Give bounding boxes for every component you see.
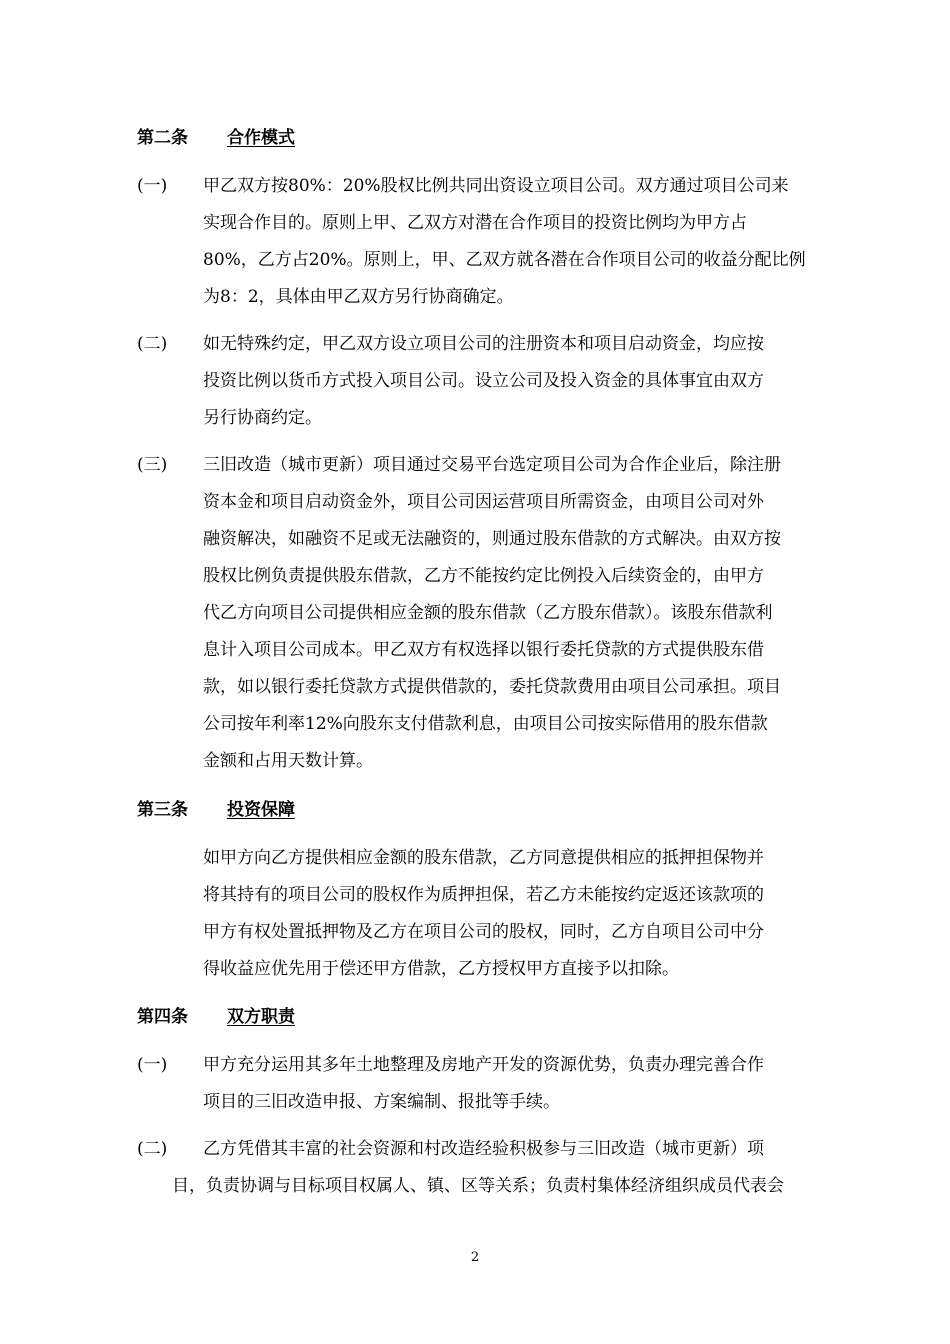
article-4-title: 双方职责 bbox=[227, 1007, 295, 1027]
article-3-title: 投资保障 bbox=[227, 800, 295, 820]
article-2-item-3-line-3: 融资解决，如融资不足或无法融资的，则通过股东借款的方式解决。由双方按 bbox=[203, 529, 781, 549]
article-3-number: 第三条 bbox=[137, 800, 188, 820]
article-4-item-1-label: (一) bbox=[137, 1055, 168, 1075]
article-4-item-1-line-2: 项目的三旧改造申报、方案编制、报批等手续。 bbox=[203, 1092, 560, 1112]
article-2-item-3-line-2: 资本金和项目启动资金外，项目公司因运营项目所需资金，由项目公司对外 bbox=[203, 492, 764, 512]
article-4-item-1-line-1: 甲方充分运用其多年土地整理及房地产开发的资源优势，负责办理完善合作 bbox=[203, 1055, 764, 1075]
article-2-number: 第二条 bbox=[137, 128, 188, 148]
article-2-heading bbox=[137, 126, 295, 150]
article-4-item-2-line-1: 乙方凭借其丰富的社会资源和村改造经验积极参与三旧改造（城市更新）项 bbox=[203, 1139, 764, 1159]
article-2-item-3-line-8: 公司按年利率12%向股东支付借款利息，由项目公司按实际借用的股东借款 bbox=[203, 714, 768, 734]
article-2-item-3-line-6: 息计入项目公司成本。甲乙双方有权选择以银行委托贷款的方式提供股东借 bbox=[203, 640, 764, 660]
article-2-item-3-line-7: 款，如以银行委托贷款方式提供借款的，委托贷款费用由项目公司承担。项目 bbox=[203, 677, 781, 697]
page-number: 2 bbox=[470, 1250, 480, 1265]
article-2-item-2-label: (二) bbox=[137, 334, 168, 354]
article-4-item-2-label: (二) bbox=[137, 1139, 168, 1159]
article-2-item-1-line-1: 甲乙双方按80%：20%股权比例共同出资设立项目公司。双方通过项目公司来 bbox=[203, 176, 789, 196]
article-4-number: 第四条 bbox=[137, 1007, 188, 1027]
article-2-item-3-line-9: 金额和占用天数计算。 bbox=[203, 751, 373, 771]
article-3-line-4: 得收益应优先用于偿还甲方借款，乙方授权甲方直接予以扣除。 bbox=[203, 959, 679, 979]
article-2-item-1-line-3: 80%，乙方占20%。原则上，甲、乙双方就各潜在合作项目公司的收益分配比例 bbox=[203, 250, 806, 270]
article-3-line-3: 甲方有权处置抵押物及乙方在项目公司的股权，同时，乙方自项目公司中分 bbox=[203, 922, 764, 942]
article-2-item-2-line-2: 投资比例以货币方式投入项目公司。设立公司及投入资金的具体事宜由双方 bbox=[203, 371, 764, 391]
article-2-item-3-line-4: 股权比例负责提供股东借款，乙方不能按约定比例投入后续资金的，由甲方 bbox=[203, 566, 764, 586]
article-2-item-1-line-4: 为8：2，具体由甲乙双方另行协商确定。 bbox=[203, 287, 514, 307]
article-2-title: 合作模式 bbox=[227, 128, 295, 148]
article-2-item-1-label: (一) bbox=[137, 176, 168, 196]
article-4-item-2-line-2: 目，负责协调与目标项目权属人、镇、区等关系；负责村集体经济组织成员代表会 bbox=[172, 1176, 784, 1196]
article-3-line-2: 将其持有的项目公司的股权作为质押担保，若乙方未能按约定返还该款项的 bbox=[203, 885, 764, 905]
article-2-item-1-line-2: 实现合作目的。原则上甲、乙双方对潜在合作项目的投资比例均为甲方占 bbox=[203, 213, 747, 233]
article-3-heading bbox=[137, 798, 295, 822]
article-2-item-3-line-1: 三旧改造（城市更新）项目通过交易平台选定项目公司为合作企业后，除注册 bbox=[203, 455, 781, 475]
article-2-item-3-label: (三) bbox=[137, 455, 168, 475]
article-4-heading bbox=[137, 1005, 295, 1029]
article-2-item-2-line-1: 如无特殊约定，甲乙双方设立项目公司的注册资本和项目启动资金，均应按 bbox=[203, 334, 764, 354]
article-3-line-1: 如甲方向乙方提供相应金额的股东借款，乙方同意提供相应的抵押担保物并 bbox=[203, 848, 764, 868]
article-2-item-3-line-5: 代乙方向项目公司提供相应金额的股东借款（乙方股东借款）。该股东借款利 bbox=[203, 603, 773, 623]
article-2-item-2-line-3: 另行协商约定。 bbox=[203, 408, 322, 428]
